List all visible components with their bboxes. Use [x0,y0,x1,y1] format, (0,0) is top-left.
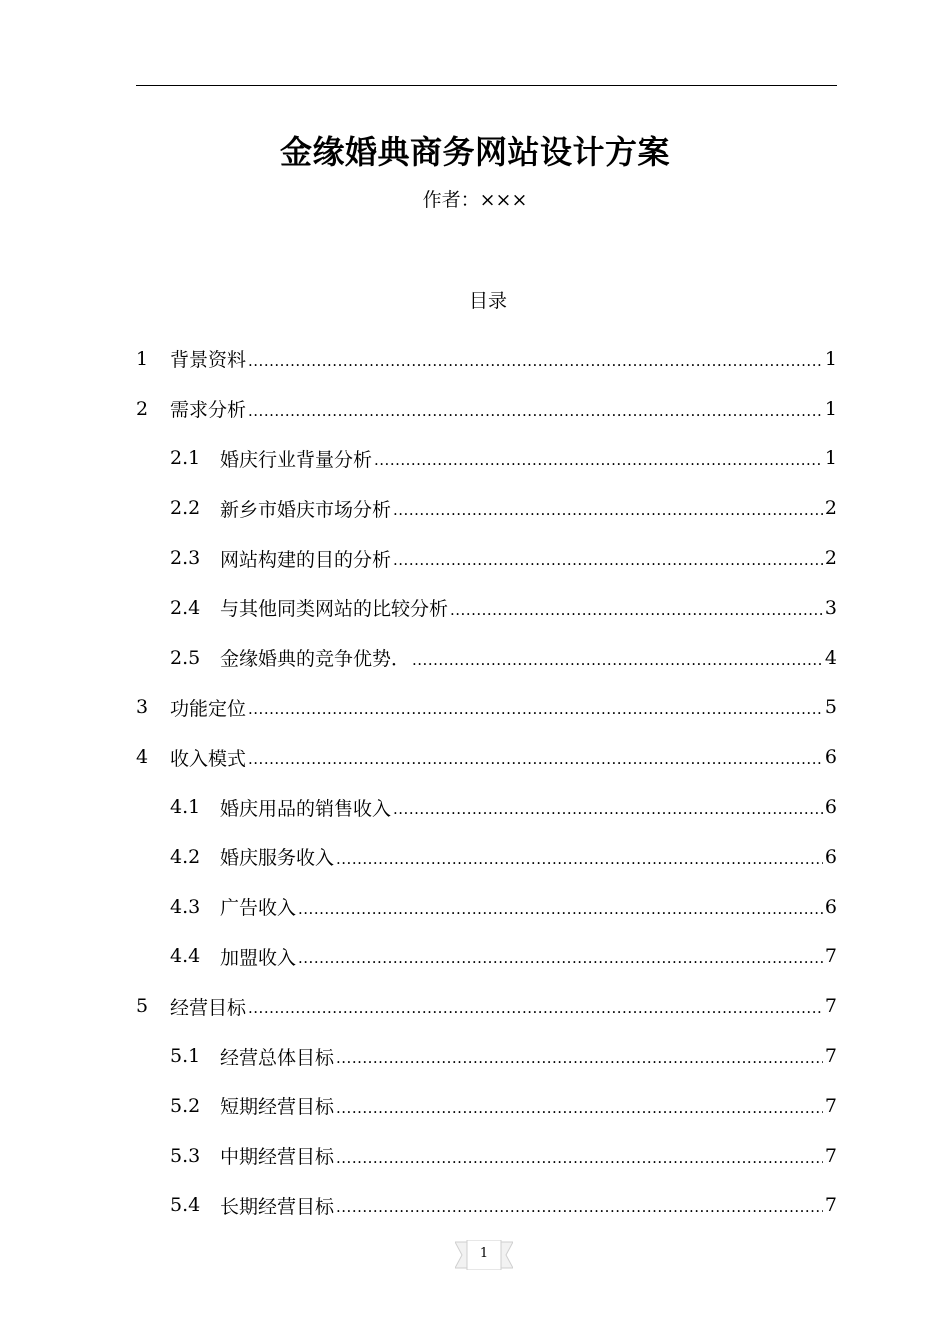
toc-entry-page: 6 [824,845,837,868]
toc-entry-number: 5.3 [170,1144,201,1167]
toc-entry[interactable] [136,732,837,782]
toc-entry[interactable] [136,1081,837,1131]
toc-entry-number: 2 [136,397,149,420]
toc-dot-leader [248,352,823,370]
toc-entry-label: 中期经营目标 [220,1146,335,1169]
toc-entry[interactable] [136,334,837,384]
toc-entry-page: 7 [824,1144,837,1167]
toc-entry-number: 4.1 [170,796,201,819]
toc-entry-page: 7 [824,1194,837,1217]
toc-entry-label: 功能定位 [170,697,247,720]
toc-dot-leader [248,402,823,420]
toc-entry-page: 7 [824,995,837,1018]
toc-entry-label: 加盟收入 [220,946,297,969]
toc-dot-leader [248,999,823,1017]
toc-entry[interactable] [136,1031,837,1081]
toc-entry-label: 婚庆行业背量分析 [220,448,373,471]
toc-entry-page: 7 [824,1094,837,1117]
toc-entry-number: 2.1 [170,447,201,470]
toc-dot-leader [393,501,823,519]
toc-entry-label: 广告收入 [220,897,297,920]
toc-entry-label: 婚庆用品的销售收入 [220,797,392,820]
toc-entry-page: 3 [824,596,837,619]
toc-dot-leader [336,1099,823,1117]
toc-entry-number: 2.3 [170,547,201,570]
toc-entry-label: 网站构建的目的分析 [220,548,392,571]
toc-entry-label: 婚庆服务收入 [220,847,335,870]
toc-entry-number: 2.2 [170,497,201,520]
toc-entry-number: 3 [136,696,149,719]
toc-entry-number: 2.5 [170,646,201,669]
toc-dot-leader [248,700,823,718]
toc-entry[interactable] [136,981,837,1031]
document-title: 金缘婚典商务网站设计方案 [279,133,670,171]
toc-heading: 目录 [468,290,507,312]
toc-entry[interactable] [136,533,837,583]
toc-entry-number: 5 [136,995,149,1018]
toc-entry-page: 1 [824,447,837,470]
toc-entry-label: 新乡市婚庆市场分析 [220,498,392,521]
toc-entry-page: 4 [824,646,837,669]
toc-dot-leader [336,1049,823,1067]
toc-entry-label: 金缘婚典的竞争优势． [220,648,411,671]
toc-entry-number: 5.1 [170,1045,201,1068]
toc-entry-label: 经营总体目标 [220,1046,335,1069]
toc-entry-label: 长期经营目标 [220,1195,335,1218]
toc-entry-label: 与其他同类网站的比较分析 [220,598,449,621]
toc-entry[interactable] [136,583,837,633]
toc-entry-label: 背景资料 [170,349,247,372]
toc-entry-label: 收入模式 [170,747,247,770]
toc-entry-page: 2 [824,547,837,570]
page-number: 1 [479,1246,489,1261]
toc-entry[interactable] [136,1181,837,1231]
page-number-badge [455,1240,513,1270]
toc-entry[interactable] [136,384,837,434]
header-rule [136,85,837,86]
table-of-contents [136,334,837,1230]
toc-dot-leader [412,651,823,669]
toc-entry-number: 5.4 [170,1194,201,1217]
toc-dot-leader [336,1149,823,1167]
toc-entry-number: 4.4 [170,945,201,968]
toc-entry-page: 6 [824,796,837,819]
toc-dot-leader [393,800,823,818]
toc-entry-page: 6 [824,746,837,769]
toc-dot-leader [298,900,823,918]
toc-entry[interactable] [136,434,837,484]
toc-entry-number: 4 [136,746,149,769]
toc-dot-leader [336,850,823,868]
toc-entry[interactable] [136,882,837,932]
toc-entry[interactable] [136,782,837,832]
toc-entry-label: 短期经营目标 [220,1096,335,1119]
toc-entry-number: 4.2 [170,845,201,868]
toc-entry[interactable] [136,483,837,533]
toc-entry-label: 需求分析 [170,399,247,422]
toc-entry-page: 1 [824,347,837,370]
toc-dot-leader [393,551,823,569]
toc-entry-number: 2.4 [170,596,201,619]
toc-entry-page: 1 [824,397,837,420]
toc-entry-number: 4.3 [170,895,201,918]
toc-entry-page: 2 [824,497,837,520]
toc-entry-page: 7 [824,945,837,968]
toc-entry-number: 1 [136,347,149,370]
toc-entry-page: 6 [824,895,837,918]
toc-dot-leader [248,750,823,768]
toc-entry[interactable] [136,932,837,982]
toc-entry-label: 经营目标 [170,996,247,1019]
toc-dot-leader [298,949,823,967]
toc-entry[interactable] [136,832,837,882]
toc-entry[interactable] [136,1131,837,1181]
toc-dot-leader [374,451,823,469]
toc-entry[interactable] [136,683,837,733]
toc-dot-leader [336,1198,823,1216]
document-author: 作者：××× [422,189,528,211]
toc-entry-number: 5.2 [170,1094,201,1117]
toc-entry-page: 7 [824,1045,837,1068]
toc-dot-leader [450,601,823,619]
toc-entry[interactable] [136,633,837,683]
toc-entry-page: 5 [824,696,837,719]
